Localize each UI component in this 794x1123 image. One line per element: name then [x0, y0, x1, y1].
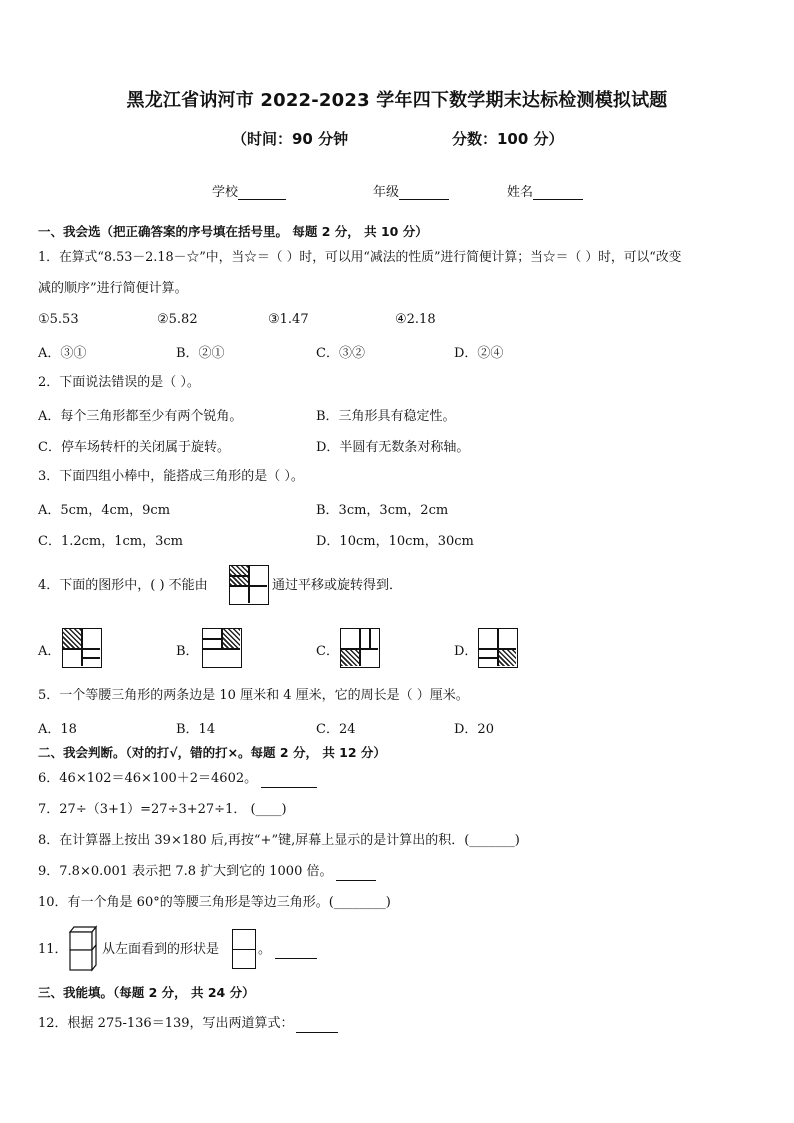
section-1-heading: 一、我会选（把正确答案的序号填在括号里。 每题 2 分， 共 10 分）	[38, 224, 428, 239]
school-blank[interactable]	[238, 185, 286, 200]
q4-stem-after: 通过平移或旋转得到．	[272, 578, 403, 593]
q1-option-d[interactable]: D．②④	[454, 346, 504, 361]
grade-field	[373, 181, 449, 200]
q1-option-c[interactable]: C．③②	[316, 346, 365, 361]
q2-option-c[interactable]: C．停车场转杆的关闭属于旋转。	[38, 440, 230, 455]
q2-option-a[interactable]: A．每个三角形都至少有两个锐角。	[38, 409, 243, 424]
q4-option-b-label[interactable]: B．	[176, 644, 199, 659]
q8-stem: 8．在计算器上按出 39×180 后,再按“+”键,屏幕上显示的是计算出的积．(_______)	[38, 833, 520, 848]
name-field	[507, 181, 583, 200]
q11-period: 。	[258, 942, 272, 957]
time-label: （时间：90 分钟	[232, 130, 349, 148]
q4-option-a-figure[interactable]	[62, 628, 102, 668]
school-label: 学校	[212, 185, 239, 200]
grade-label: 年级	[373, 185, 400, 200]
q11-text: 从左面看到的形状是	[102, 942, 220, 957]
q12-stem: 12．根据 275-136＝139，写出两道算式：	[38, 1016, 294, 1031]
q11-left-view-figure	[232, 929, 256, 969]
section-3-heading: 三、我能填。（每题 2 分， 共 24 分）	[38, 985, 255, 1000]
q1-value-1: ①5.53	[38, 312, 79, 327]
q6-answer-blank[interactable]	[261, 773, 317, 788]
school-field	[212, 181, 286, 200]
q3-option-b[interactable]: B．3cm，3cm，2cm	[316, 503, 449, 518]
q3-stem: 3．下面四组小棒中，能搭成三角形的是（ ）。	[38, 469, 304, 484]
q2-option-d[interactable]: D．半圆有无数条对称轴。	[316, 440, 470, 455]
q11-cube-stack-icon	[66, 925, 100, 973]
q4-option-c-figure[interactable]	[340, 628, 380, 668]
q4-stem-before: 4．下面的图形中，( ) 不能由	[38, 578, 208, 593]
q12-answer-blank[interactable]	[296, 1018, 338, 1033]
q6-stem: 6．46×102＝46×100＋2＝4602。	[38, 771, 258, 786]
q9-text	[38, 863, 376, 881]
q2-option-b[interactable]: B．三角形具有稳定性。	[316, 409, 456, 424]
q9-answer-blank[interactable]	[336, 866, 376, 881]
q5-option-a[interactable]: A．18	[38, 722, 77, 737]
q4-option-d-figure[interactable]	[478, 628, 518, 668]
q5-option-d[interactable]: D．20	[454, 722, 494, 737]
q6-text	[38, 770, 317, 788]
q4-option-c-label[interactable]: C．	[316, 644, 339, 659]
exam-title: 黑龙江省讷河市 2022-2023 学年四下数学期末达标检测模拟试题	[126, 90, 668, 111]
q1-value-3: ③1.47	[268, 312, 309, 327]
q12-text	[38, 1015, 338, 1033]
q11-number: 11．	[38, 942, 68, 957]
q1-option-a[interactable]: A．③①	[38, 346, 87, 361]
q3-option-c[interactable]: C．1.2cm，1cm，3cm	[38, 534, 183, 549]
q10-stem: 10．有一个角是 60°的等腰三角形是等边三角形。(________)	[38, 895, 391, 910]
q3-option-a[interactable]: A．5cm，4cm，9cm	[38, 503, 171, 518]
q1-option-b[interactable]: B．②①	[176, 346, 225, 361]
q2-stem: 2．下面说法错误的是（ ）。	[38, 375, 200, 390]
q4-option-b-figure[interactable]	[202, 628, 242, 668]
q3-option-d[interactable]: D．10cm，10cm，30cm	[316, 534, 474, 549]
q4-option-d-label[interactable]: D．	[454, 644, 478, 659]
q4-option-a-label[interactable]: A．	[38, 644, 61, 659]
section-2-heading: 二、我会判断。（对的打√，错的打×。每题 2 分， 共 12 分）	[38, 745, 386, 760]
q9-stem: 9．7.8×0.001 表示把 7.8 扩大到它的 1000 倍。	[38, 864, 333, 879]
name-label: 姓名	[507, 185, 534, 200]
q7-stem: 7．27÷（3+1）=27÷3+27÷1． (____)	[38, 802, 287, 817]
q11-end	[258, 941, 317, 959]
name-blank[interactable]	[533, 185, 583, 200]
q1-value-4: ④2.18	[395, 312, 436, 327]
q4-reference-figure	[229, 565, 269, 605]
q5-option-b[interactable]: B．14	[176, 722, 216, 737]
q1-value-2: ②5.82	[157, 312, 198, 327]
q5-stem: 5．一个等腰三角形的两条边是 10 厘米和 4 厘米，它的周长是（ ）厘米。	[38, 688, 469, 703]
q1-line2: 减的顺序”进行简便计算。	[38, 281, 188, 296]
grade-blank[interactable]	[399, 185, 449, 200]
q1-line1: 1．在算式“8.53－2.18－☆”中，当☆＝（ ）时，可以用“减法的性质”进行简便计算；当☆＝（ ）时，可以“改变	[38, 250, 682, 265]
q5-option-c[interactable]: C．24	[316, 722, 356, 737]
score-label: 分数：100 分）	[452, 130, 564, 148]
q11-answer-blank[interactable]	[275, 944, 317, 959]
